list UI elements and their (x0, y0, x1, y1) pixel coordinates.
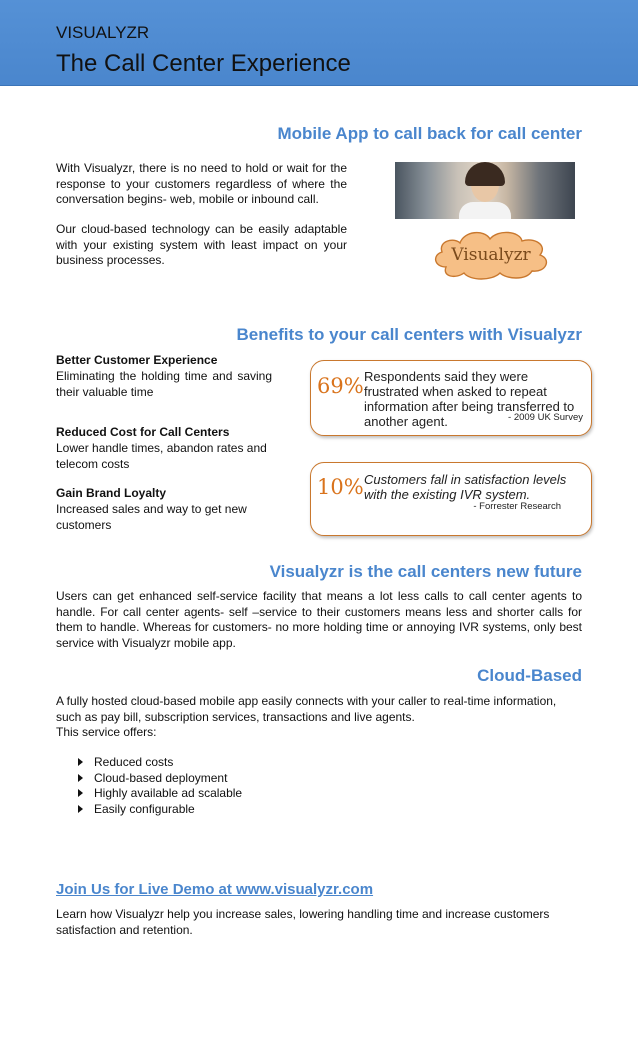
benefit-1-title: Better Customer Experience (56, 353, 218, 367)
visualyzr-cloud-logo (428, 227, 554, 281)
list-item: Reduced costs (78, 755, 242, 771)
future-paragraph: Users can get enhanced self-service facility that means a lot less calls to call center agents to handle. For call center agents- self –service to their customers means less and shorter calls for them to handle. Whereas for customers- no more holding time or annoying IVR systems, only best service with Visualyzr mobile app. (56, 589, 582, 650)
live-demo-link[interactable]: Join Us for Live Demo at www.visualyzr.com (56, 881, 374, 898)
list-item: Highly available ad scalable (78, 786, 242, 802)
mobile-app-paragraph-1: With Visualyzr, there is no need to hold or wait for the response to your customers regardless of where the conversation begins- web, mobile or inbound call. (56, 161, 347, 206)
page-header (0, 0, 638, 86)
page-title: The Call Center Experience (56, 50, 351, 77)
list-item: Easily configurable (78, 802, 242, 818)
cloud-offers-label: This service offers: (56, 725, 157, 739)
quote-text: Customers fall in satisfaction levels with the existing IVR system. (364, 472, 567, 502)
caret-right-icon (78, 789, 83, 797)
benefits-heading: Benefits to your call centers with Visualyzr (236, 325, 582, 344)
benefit-3-text: Increased sales and way to get new customers (56, 502, 247, 532)
caret-right-icon (78, 758, 83, 766)
list-item: Cloud-based deployment (78, 771, 242, 787)
demo-paragraph: Learn how Visualyzr help you increase sales, lowering handling time and increase customers satisfaction and retention. (56, 907, 550, 937)
quote-source: - Forrester Research (473, 501, 561, 512)
quote-source: - 2009 UK Survey (508, 412, 583, 423)
mobile-app-paragraph-2: Our cloud-based technology can be easily adaptable with your existing system with least impact on your business processes. (56, 222, 347, 267)
benefit-2-title: Reduced Cost for Call Centers (56, 425, 230, 439)
quote-percent: 10% (317, 475, 364, 499)
call-center-agents-photo (395, 162, 575, 219)
caret-right-icon (78, 774, 83, 782)
mobile-app-heading: Mobile App to call back for call center (277, 124, 582, 143)
benefit-1-text: Eliminating the holding time and saving their valuable time (56, 369, 272, 399)
quote-percent: 69% (317, 374, 364, 398)
benefit-3-title: Gain Brand Loyalty (56, 486, 167, 500)
caret-right-icon (78, 805, 83, 813)
cloud-offers-list (78, 755, 242, 817)
quote-box-10 (310, 462, 592, 536)
cloud-paragraph: A fully hosted cloud-based mobile app easily connects with your caller to real-time information, such as pay bill, subscription services, transactions and live agents. (56, 694, 557, 724)
benefit-2-text: Lower handle times, abandon rates and telecom costs (56, 441, 267, 471)
quote-box-69 (310, 360, 592, 436)
cloud-logo-text: Visualyzr (451, 245, 531, 265)
quote-text: Respondents said they were frustrated when asked to repeat information after being transferred to another agent. (364, 369, 575, 429)
future-heading: Visualyzr is the call centers new future (269, 562, 582, 581)
brand-name: VISUALYZR (56, 23, 150, 42)
cloud-heading: Cloud-Based (477, 666, 582, 685)
